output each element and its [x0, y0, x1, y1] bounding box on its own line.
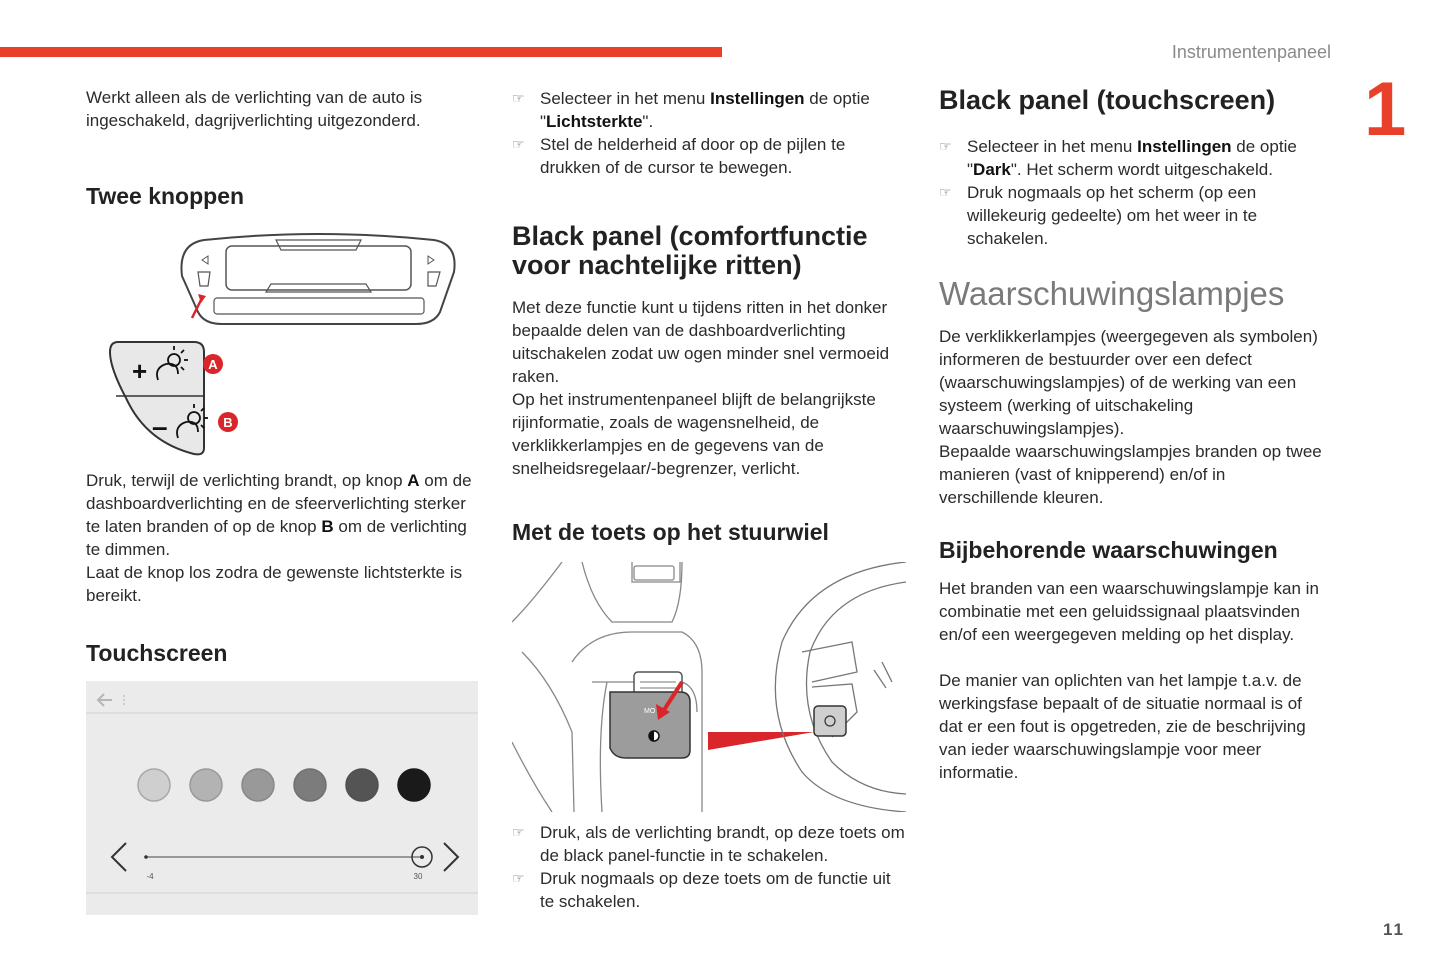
associated-warnings-info: De manier van oplichten van het lampje t.a.v. de werkingsfase bepaalt of de situatie normaal is of dat er een fout is opgetreden, zie de beschrijving van ieder waarschuwingslampje voor meer informatie.	[939, 671, 1306, 782]
black-panel-description: Met deze functie kunt u tijdens ritten in het donker bepaalde delen van de dashboardverlichting uitschakelen zodat uw ogen minder snel vermoeid raken.	[512, 298, 890, 386]
lichtsterkte-steps	[512, 87, 908, 179]
touchscreen-brightness-screen	[86, 681, 478, 915]
steering-wheel-heading: Met de toets op het stuurwiel	[512, 519, 829, 545]
steering-wheel-button-illustration	[512, 562, 906, 812]
slider-min-label: -4	[146, 872, 154, 881]
pointing-hand-icon: ☞	[512, 870, 525, 886]
list-item: ☞ Selecteer in het menu Instellingen de optie "Dark". Het scherm wordt uitgeschakeld.	[939, 137, 1297, 179]
page-number: 11	[1383, 920, 1405, 939]
zoom-indicator-arrow	[708, 732, 814, 750]
black-panel-touchscreen-heading: Black panel (touchscreen)	[939, 85, 1276, 115]
chapter-number: 1	[1364, 67, 1407, 152]
release-button-text: Laat de knop los zodra de gewenste lichtsterkte is bereikt.	[86, 563, 463, 605]
running-title: Instrumentenpaneel	[1171, 42, 1331, 62]
pointing-hand-icon: ☞	[939, 184, 952, 200]
pointing-hand-icon: ☞	[512, 824, 525, 840]
svg-text:+: +	[132, 356, 148, 386]
chevron-left-icon[interactable]	[112, 843, 126, 871]
pointing-hand-icon: ☞	[512, 136, 525, 152]
twee-knoppen-heading: Twee knoppen	[86, 183, 245, 209]
press-button-text: Druk, terwijl de verlichting brandt, op knop A om de dashboardverlichting en de sfeerverlichting sterker te laten branden of op de knop B om de verlichting te dimmen.	[86, 471, 472, 559]
chevron-right-icon[interactable]	[444, 843, 458, 871]
header-accent-bar	[0, 47, 722, 57]
warning-lamps-heading: Waarschuwingslampjes	[939, 275, 1285, 312]
dark-mode-steps	[939, 135, 1329, 250]
warning-lamps-modes: Bepaalde waarschuwingslampjes branden op twee manieren (vast of knipperend) en/of in verschillende kleuren.	[939, 442, 1322, 507]
black-panel-steps	[512, 821, 908, 913]
dimmer-buttons-illustration	[106, 338, 246, 458]
list-item: ☞ Selecteer in het menu Instellingen de optie "Lichtsterkte".	[512, 89, 870, 131]
back-arrow-icon[interactable]	[98, 694, 124, 706]
warning-lamps-description: De verklikkerlampjes (weergegeven als symbolen) informeren de bestuurder over een defect (waarschuwingslampjes) of de werking van een systeem (werking of uitschakeling waarschuwingslampjes).	[939, 327, 1318, 438]
list-item: ☞ Druk, als de verlichting brandt, op deze toets om de black panel-functie in te schakelen.	[512, 823, 905, 865]
pointing-hand-icon: ☞	[939, 138, 952, 154]
brightness-level-1	[138, 769, 170, 801]
brightness-level-3	[242, 769, 274, 801]
svg-text:–: –	[152, 411, 168, 442]
intro-text: Werkt alleen als de verlichting van de auto is ingeschakeld, dagrijverlichting uitgezonderd.	[86, 88, 423, 130]
list-item: ☞ Druk nogmaals op het scherm (op een willekeurig gedeelte) om het weer in te schakelen.	[939, 183, 1258, 248]
button-b-label: B	[223, 415, 233, 430]
brightness-level-4	[294, 769, 326, 801]
pointing-hand-icon: ☞	[512, 90, 525, 106]
associated-warnings-text: Het branden van een waarschuwingslampje kan in combinatie met een geluidssignaal plaatsvinden en/of een weergegeven melding op het display.	[939, 579, 1319, 644]
slider-max-label: 30	[413, 872, 423, 881]
brightness-level-5	[346, 769, 378, 801]
list-item: ☞ Stel de helderheid af door op de pijlen te drukken of de cursor te bewegen.	[512, 135, 846, 177]
associated-warnings-heading: Bijbehorende waarschuwingen	[939, 537, 1278, 563]
button-a-label: A	[208, 357, 218, 372]
brightness-level-2	[190, 769, 222, 801]
black-panel-heading: Black panel (comfortfunctie voor nachtelijke ritten)	[512, 221, 868, 280]
svg-text:MO: MO	[644, 708, 656, 715]
black-panel-info: Op het instrumentenpaneel blijft de belangrijkste rijinformatie, zoals de wagensnelheid, de verklikkerlampjes en de gegevens van de snelheidsregelaar/-begrenzer, verlicht.	[512, 390, 876, 478]
instrument-cluster-illustration	[176, 232, 461, 328]
brightness-level-6	[398, 769, 430, 801]
list-item: ☞ Druk nogmaals op deze toets om de functie uit te schakelen.	[512, 869, 891, 911]
touchscreen-heading: Touchscreen	[86, 640, 228, 666]
